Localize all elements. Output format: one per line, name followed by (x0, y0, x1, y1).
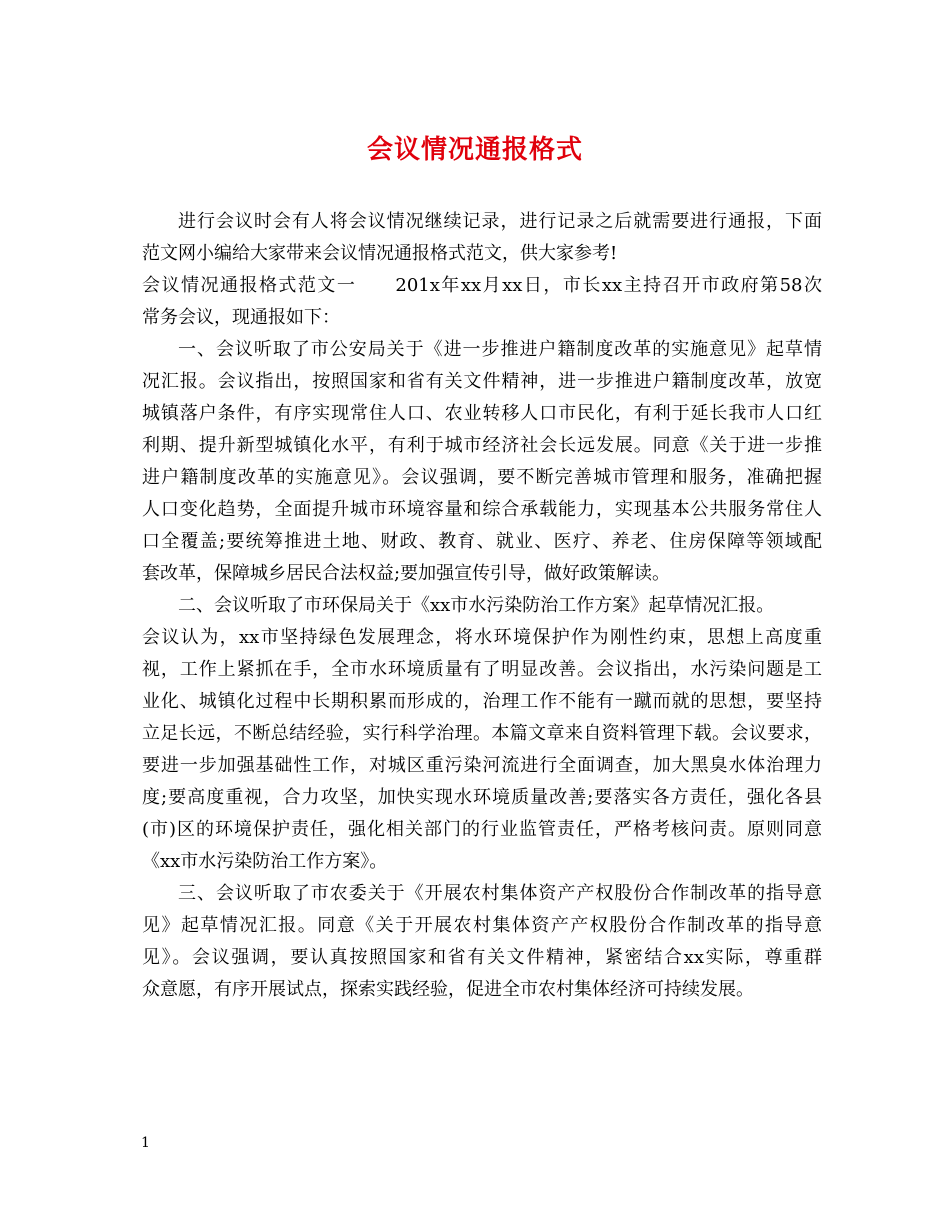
paragraph-line: 度;要高度重视，合力攻坚，加快实现水环境质量改善;要落实各方责任，强化各县 (142, 787, 822, 808)
paragraph-line: 套改革，保障城乡居民合法权益;要加强宣传引导，做好政策解读。 (142, 563, 671, 584)
paragraph-line: 城镇落户条件，有序实现常住人口、农业转移人口市民化，有利于延长我市人口红 (142, 403, 822, 424)
page-number: 1 (141, 1135, 150, 1151)
paragraph-line: (市)区的环境保护责任，强化相关部门的行业监管责任，严格考核问责。原则同意 (142, 819, 822, 840)
paragraph-item-two (142, 590, 822, 878)
paragraph-line: 见》。会议强调，要认真按照国家和省有关文件精神，紧密结合xx实际，尊重群 (142, 947, 822, 968)
paragraph-line: 况汇报。会议指出，按照国家和省有关文件精神，进一步推进户籍制度改革，放宽 (142, 371, 822, 392)
paragraph-line: 众意愿，有序开展试点，探索实践经验，促进全市农村集体经济可持续发展。 (142, 979, 754, 1000)
paragraph-line: 二、会议听取了市环保局关于《xx市水污染防治工作方案》起草情况汇报。 (178, 595, 775, 616)
paragraph-line: 常务会议，现通报如下： (142, 307, 340, 328)
document-body (142, 206, 822, 1006)
paragraph-line: 一、会议听取了市公安局关于《进一步推进户籍制度改革的实施意见》起草情 (178, 339, 822, 360)
document-title: 会议情况通报格式 (366, 135, 583, 165)
paragraph-line: 业化、城镇化过程中长期积累而形成的，治理工作不能有一蹴而就的思想，要坚持 (142, 691, 822, 712)
paragraph-line: 会议情况通报格式范文一 201x年xx月xx日，市长xx主持召开市政府第58次 (142, 275, 822, 296)
paragraph-line: 要进一步加强基础性工作，对城区重污染河流进行全面调查，加大黑臭水体治理力 (142, 755, 822, 776)
paragraph-line: 范文网小编给大家带来会议情况通报格式范文，供大家参考! (142, 243, 618, 264)
paragraph-line: 视，工作上紧抓在手，全市水环境质量有了明显改善。会议指出，水污染问题是工 (142, 659, 822, 680)
paragraph-line: 会议认为，xx市坚持绿色发展理念，将水环境保护作为刚性约束，思想上高度重 (142, 627, 822, 648)
paragraph-line: 见》起草情况汇报。同意《关于开展农村集体资产产权股份合作制改革的指导意 (142, 915, 822, 936)
paragraph-line: 立足长远，不断总结经验，实行科学治理。本篇文章来自资料管理下载。会议要求， (142, 723, 822, 744)
paragraph-line: 三、会议听取了市农委关于《开展农村集体资产产权股份合作制改革的指导意 (178, 883, 822, 904)
paragraph-intro (142, 206, 822, 270)
paragraph-item-one (142, 334, 822, 590)
paragraph-line: 进户籍制度改革的实施意见》。会议强调，要不断完善城市管理和服务，准确把握 (142, 467, 822, 488)
paragraph-item-three (142, 878, 822, 1006)
paragraph-line: 利期、提升新型城镇化水平，有利于城市经济社会长远发展。同意《关于进一步推 (142, 435, 822, 456)
paragraph-line: 人口变化趋势，全面提升城市环境容量和综合承载能力，实现基本公共服务常住人 (142, 499, 822, 520)
paragraph-sample-heading (142, 270, 822, 334)
paragraph-line: 口全覆盖;要统筹推进土地、财政、教育、就业、医疗、养老、住房保障等领域配 (142, 531, 822, 552)
paragraph-line: 《xx市水污染防治工作方案》。 (142, 851, 388, 872)
paragraph-line: 进行会议时会有人将会议情况继续记录，进行记录之后就需要进行通报，下面 (178, 211, 822, 232)
